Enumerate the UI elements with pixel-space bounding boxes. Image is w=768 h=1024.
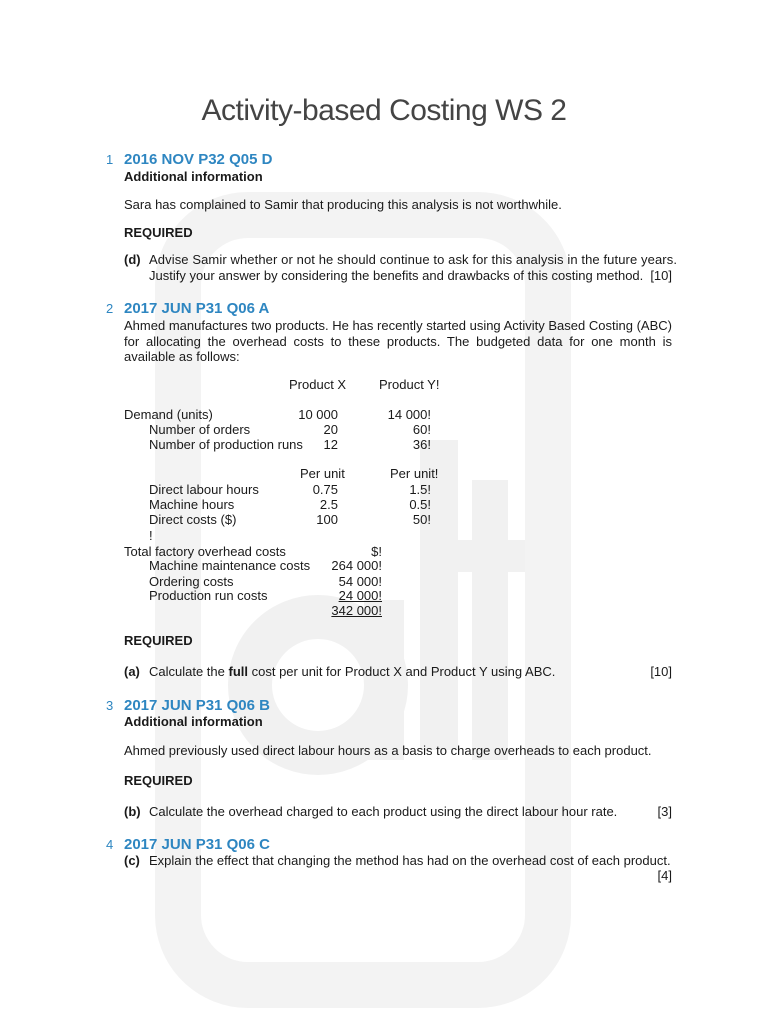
q3-part-text: Calculate the overhead charged to each product using the direct labour hour rate. (149, 804, 618, 819)
question-3-heading: 2017 JUN P31 Q06 B (124, 697, 270, 714)
q2-oc-value: 54 000! (338, 574, 382, 589)
q2-mm-value: 264 000! (331, 558, 382, 573)
q1-part-label: (d) (124, 252, 141, 267)
q3-additional-info: Additional information (124, 714, 263, 729)
q1-marks: [10] (650, 268, 672, 283)
q2-demand-label: Demand (units) (124, 407, 213, 422)
q2-mh-y: 0.5! (409, 497, 431, 512)
q2-stray-mark: ! (149, 528, 153, 543)
question-1-number: 1 (106, 152, 114, 167)
q2-dlh-y: 1.5! (409, 482, 431, 497)
q3-marks: [3] (657, 804, 672, 819)
q2-dc-y: 50! (412, 512, 431, 527)
q2-part-bold: full (228, 664, 248, 679)
q2-orders-y: 60! (412, 422, 431, 437)
question-3-number: 3 (106, 698, 114, 713)
q2-dc-label: Direct costs ($) (149, 512, 237, 527)
q2-orders-label: Number of orders (149, 422, 251, 437)
q2-required: REQUIRED (124, 633, 193, 648)
q4-marks: [4] (657, 868, 672, 883)
q2-prc-label: Production run costs (149, 588, 268, 603)
q2-per-unit-y: Per unit! (390, 466, 439, 481)
q2-runs-label: Number of production runs (149, 437, 303, 452)
q2-total-value-text: 342 000! (331, 603, 382, 618)
question-1-heading: 2016 NOV P32 Q05 D (124, 151, 273, 168)
q2-orders-x: 20 (323, 422, 338, 437)
q2-marks: [10] (650, 664, 672, 679)
q2-mm-label: Machine maintenance costs (149, 558, 311, 573)
q2-dlh-label: Direct labour hours (149, 482, 259, 497)
q1-part-line2: Justify your answer by considering the benefits and drawbacks of this costing method. (149, 268, 644, 283)
q2-demand-x: 10 000 (298, 407, 338, 422)
q3-required: REQUIRED (124, 773, 193, 788)
question-2-number: 2 (106, 301, 114, 316)
q2-intro: Ahmed manufactures two products. He has recently started using Activity Based Costing (ABC) for allocating the overhead costs to these products. The budgeted data for one month is available as follows: (124, 318, 672, 364)
q2-mh-x: 2.5 (319, 497, 338, 512)
q2-runs-x: 12 (323, 437, 338, 452)
q1-required: REQUIRED (124, 225, 193, 240)
q2-per-unit-x: Per unit (300, 466, 345, 481)
page-title: Activity-based Costing WS 2 (201, 94, 567, 127)
q1-text: Sara has complained to Samir that producing this analysis is not worthwhile. (124, 197, 562, 212)
q2-dc-x: 100 (316, 512, 338, 527)
q3-part-label: (b) (124, 804, 141, 819)
q2-dlh-x: 0.75 (312, 482, 338, 497)
q1-additional-info: Additional information (124, 169, 263, 184)
q2-runs-y: 36! (412, 437, 431, 452)
q2-part-label: (a) (124, 664, 140, 679)
q2-demand-y: 14 000! (387, 407, 431, 422)
q2-overhead-unit: $! (371, 544, 382, 559)
q2-oc-label: Ordering costs (149, 574, 234, 589)
q4-part-label: (c) (124, 853, 140, 868)
question-4-number: 4 (106, 837, 114, 852)
question-4-heading: 2017 JUN P31 Q06 C (124, 836, 270, 853)
q2-prc-value: 24 000! (338, 588, 382, 603)
q4-part-text: Explain the effect that changing the method has had on the overhead cost of each product. (149, 853, 671, 868)
q2-mh-label: Machine hours (149, 497, 235, 512)
q2-part-post: cost per unit for Product X and Product Y using ABC. (248, 664, 556, 679)
q3-text: Ahmed previously used direct labour hours as a basis to charge overheads to each product. (124, 743, 652, 758)
q2-col-product-x: Product X (289, 377, 347, 392)
q2-part-text (149, 664, 555, 679)
question-2-heading: 2017 JUN P31 Q06 A (124, 300, 270, 317)
q2-col-product-y: Product Y! (379, 377, 440, 392)
q2-part-pre: Calculate the (149, 664, 229, 679)
q2-total-value (318, 603, 382, 618)
q2-overhead-label: Total factory overhead costs (124, 544, 286, 559)
q1-part-line1: Advise Samir whether or not he should continue to ask for this analysis in the future years. (149, 252, 678, 267)
